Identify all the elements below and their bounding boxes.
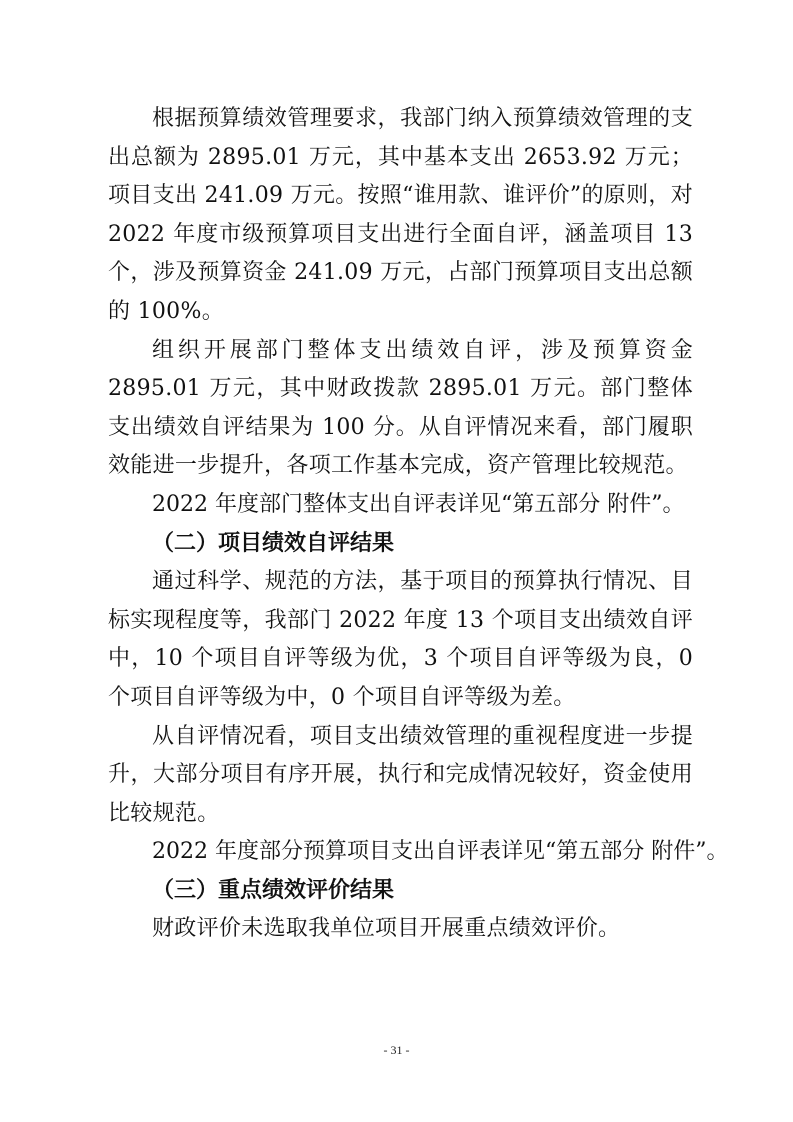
paragraph-project-situation: 从自评情况看，项目支出绩效管理的重视程度进一步提升，大部分项目有序开展，执行和完成情况较好，资金使用比较规范。 xyxy=(108,723,693,826)
paragraph-overall-table-reference: 2022 年度部门整体支出自评表详见“第五部分 附件”。 xyxy=(152,491,685,517)
document-body xyxy=(108,100,729,949)
paragraph-overall-self-evaluation: 组织开展部门整体支出绩效自评，涉及预算资金 2895.01 万元，其中财政拨款 2895.01 万元。部门整体支出绩效自评结果为 100 分。从自评情况来看，部门履职效能进一步提升，各项工作基本完成，资产管理比较规范。 xyxy=(108,337,693,479)
paragraph-project-grades: 通过科学、规范的方法，基于项目的预算执行情况、目标实现程度等，我部门 2022 年度 13 个项目支出绩效自评中，10 个项目自评等级为优，3 个项目自评等级为良，0 个项目自评等级为中，0 个项目自评等级为差。 xyxy=(108,569,693,710)
paragraph-budget-total: 根据预算绩效管理要求，我部门纳入预算绩效管理的支出总额为 2895.01 万元，其中基本支出 2653.92 万元；项目支出 241.09 万元。按照“谁用款、谁评价”的原则，对 2022 年度市级预算项目支出进行全面自评，涵盖项目 13 个，涉及预算资金 241.09 万元，占部门预算项目支出总额的 100%。 xyxy=(108,106,693,324)
heading-key-evaluation: （三）重点绩效评价结果 xyxy=(152,877,395,903)
page-number: - 31 - xyxy=(383,1043,410,1057)
heading-project-results: （二）项目绩效自评结果 xyxy=(152,530,395,556)
paragraph-key-evaluation: 财政评价未选取我单位项目开展重点绩效评价。 xyxy=(152,916,621,942)
paragraph-project-table-reference: 2022 年度部分预算项目支出自评表详见“第五部分 附件”。 xyxy=(152,839,729,865)
